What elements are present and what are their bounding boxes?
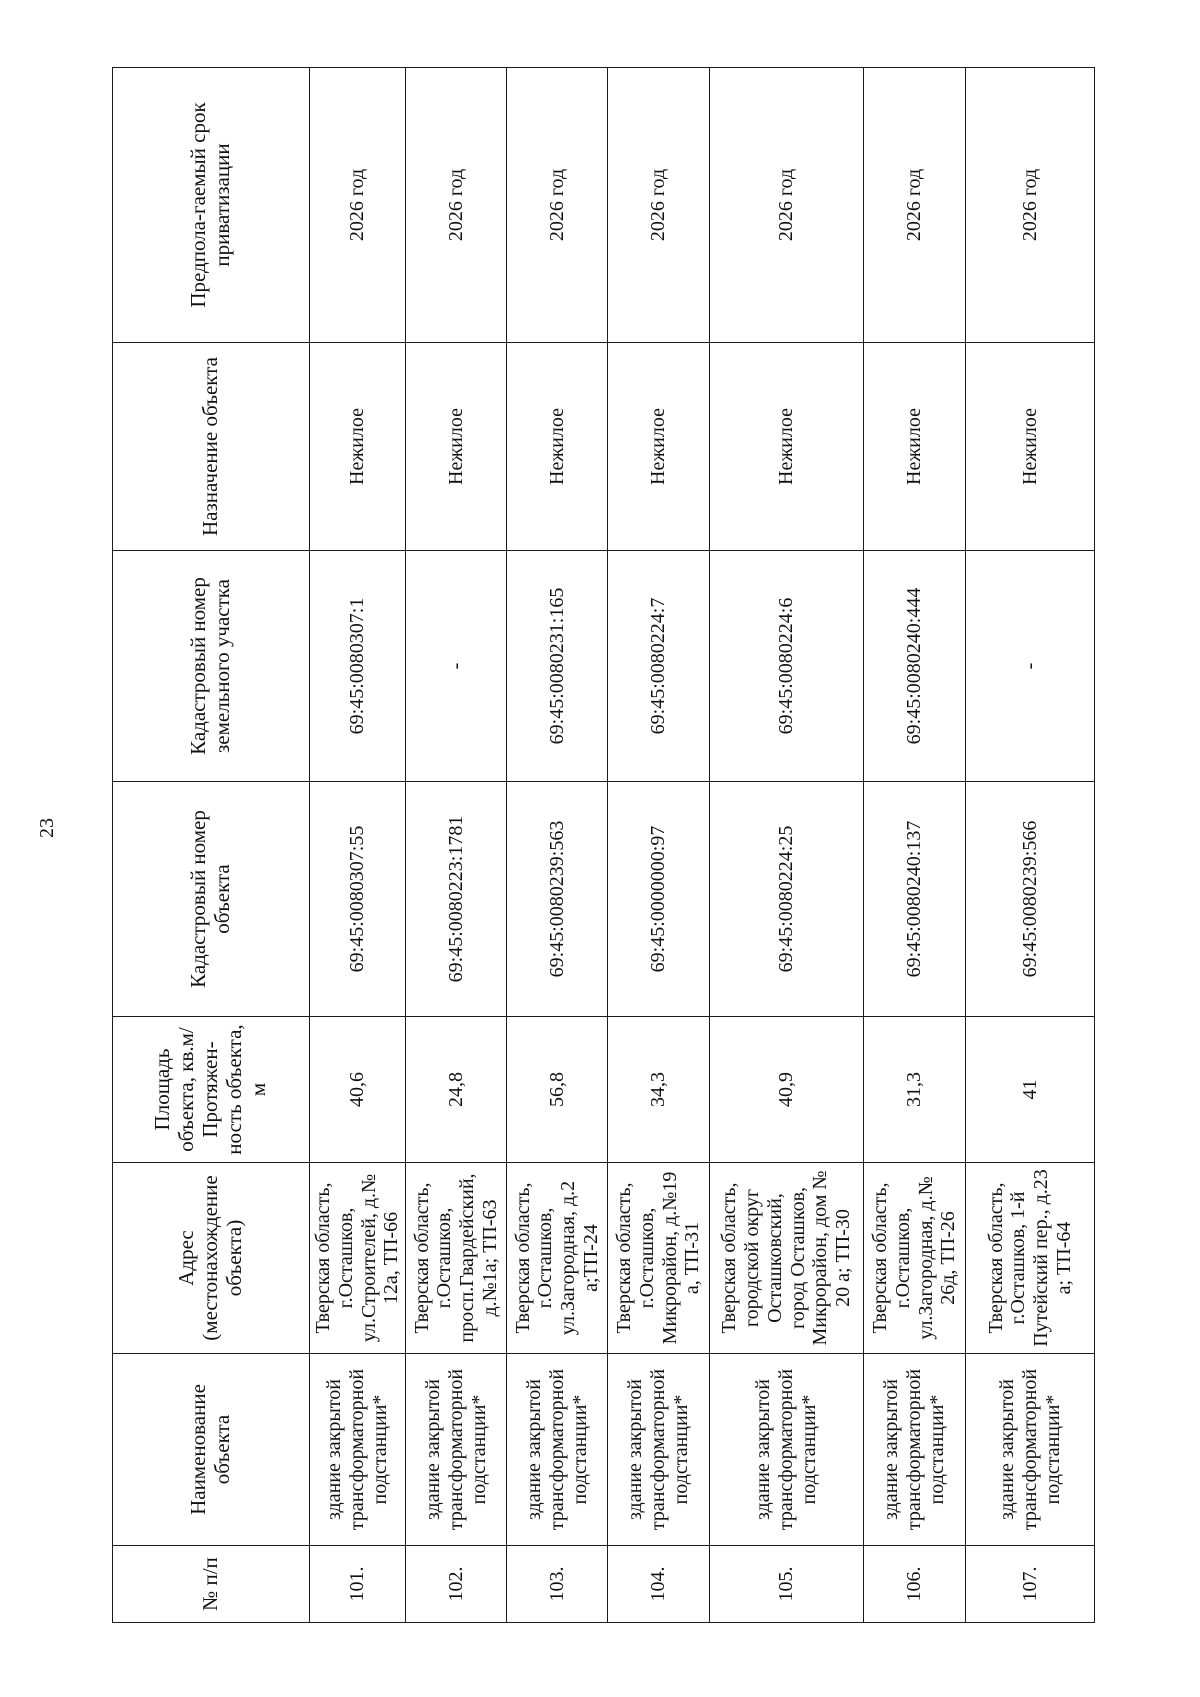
object-address: Тверская область, г.Осташков, просп.Гвардейский, д.№1а; ТП-63 xyxy=(406,1163,507,1354)
object-area: 24,8 xyxy=(406,1017,507,1163)
object-name: здание закрытой трансформаторной подстанции* xyxy=(864,1354,966,1546)
table-row xyxy=(966,68,1095,1623)
privatization-term: 2026 год xyxy=(507,68,608,343)
object-purpose: Нежилое xyxy=(608,343,710,551)
object-address: Тверская область, г.Осташков, Микрорайон, д.№19 а, ТП-31 xyxy=(608,1163,710,1354)
object-name: здание закрытой трансформаторной подстанции* xyxy=(608,1354,710,1546)
row-number: 104. xyxy=(608,1546,710,1623)
object-cadastral-number: 69:45:0080223:1781 xyxy=(406,782,507,1017)
object-area: 41 xyxy=(966,1017,1095,1163)
object-area: 40,6 xyxy=(310,1017,406,1163)
header-cadastral-number: Кадастровый номер объекта xyxy=(113,782,310,1017)
object-cadastral-number: 69:45:0080307:55 xyxy=(310,782,406,1017)
object-area: 31,3 xyxy=(864,1017,966,1163)
land-cadastral-number: 69:45:0080240:444 xyxy=(864,551,966,782)
table-row xyxy=(406,68,507,1623)
table-row xyxy=(507,68,608,1623)
row-number: 107. xyxy=(966,1546,1095,1623)
rotated-table-container xyxy=(112,68,1094,1623)
row-number: 102. xyxy=(406,1546,507,1623)
object-purpose: Нежилое xyxy=(864,343,966,551)
table-row xyxy=(710,68,864,1623)
land-cadastral-number: - xyxy=(966,551,1095,782)
object-cadastral-number: 69:45:0080240:137 xyxy=(864,782,966,1017)
property-registry-table xyxy=(112,67,1095,1623)
page-number: 23 xyxy=(36,818,58,838)
object-name: здание закрытой трансформаторной подстанции* xyxy=(710,1354,864,1546)
object-purpose: Нежилое xyxy=(710,343,864,551)
object-address: Тверская область, г.Осташков, 1-й Путейский пер., д.23 а; ТП-64 xyxy=(966,1163,1095,1354)
object-cadastral-number: 69:45:0080239:563 xyxy=(507,782,608,1017)
object-address: Тверская область, городской округ Осташковский, город Осташков, Микрорайон, дом № 20 а; ТП-30 xyxy=(710,1163,864,1354)
header-row xyxy=(113,68,310,1623)
table-row xyxy=(310,68,406,1623)
land-cadastral-number: 69:45:0080231:165 xyxy=(507,551,608,782)
table-row xyxy=(608,68,710,1623)
privatization-term: 2026 год xyxy=(406,68,507,343)
object-purpose: Нежилое xyxy=(310,343,406,551)
object-address: Тверская область, г.Осташков, ул.Загородная, д.№ 26д, ТП-26 xyxy=(864,1163,966,1354)
table-row xyxy=(864,68,966,1623)
object-name: здание закрытой трансформаторной подстанции* xyxy=(310,1354,406,1546)
header-land-cadastral-number: Кадастровый номер земельного участка xyxy=(113,551,310,782)
object-area: 56,8 xyxy=(507,1017,608,1163)
privatization-term: 2026 год xyxy=(864,68,966,343)
header-privatization-term: Предпола-гаемый срок приватизации xyxy=(113,68,310,343)
object-name: здание закрытой трансформаторной подстанции* xyxy=(406,1354,507,1546)
object-cadastral-number: 69:45:0000000:97 xyxy=(608,782,710,1017)
object-address: Тверская область, г.Осташков, ул.Строителей, д.№ 12а, ТП-66 xyxy=(310,1163,406,1354)
object-area: 34,3 xyxy=(608,1017,710,1163)
header-number: № п/п xyxy=(113,1546,310,1623)
object-cadastral-number: 69:45:0080239:566 xyxy=(966,782,1095,1017)
land-cadastral-number: - xyxy=(406,551,507,782)
privatization-term: 2026 год xyxy=(710,68,864,343)
row-number: 106. xyxy=(864,1546,966,1623)
header-address: Адрес (местонахождение объекта) xyxy=(113,1163,310,1354)
header-area: Площадь объекта, кв.м/ Протяжен-ность объекта, м xyxy=(113,1017,310,1163)
object-cadastral-number: 69:45:0080224:25 xyxy=(710,782,864,1017)
privatization-term: 2026 год xyxy=(966,68,1095,343)
privatization-term: 2026 год xyxy=(310,68,406,343)
object-area: 40,9 xyxy=(710,1017,864,1163)
object-name: здание закрытой трансформаторной подстанции* xyxy=(507,1354,608,1546)
header-name: Наименование объекта xyxy=(113,1354,310,1546)
row-number: 105. xyxy=(710,1546,864,1623)
land-cadastral-number: 69:45:0080224:7 xyxy=(608,551,710,782)
header-purpose: Назначение объекта xyxy=(113,343,310,551)
object-name: здание закрытой трансформаторной подстанции* xyxy=(966,1354,1095,1546)
object-address: Тверская область, г.Осташков, ул.Загородная, д.2 а;ТП-24 xyxy=(507,1163,608,1354)
object-purpose: Нежилое xyxy=(507,343,608,551)
row-number: 103. xyxy=(507,1546,608,1623)
land-cadastral-number: 69:45:0080224:6 xyxy=(710,551,864,782)
privatization-term: 2026 год xyxy=(608,68,710,343)
row-number: 101. xyxy=(310,1546,406,1623)
object-purpose: Нежилое xyxy=(966,343,1095,551)
land-cadastral-number: 69:45:0080307:1 xyxy=(310,551,406,782)
object-purpose: Нежилое xyxy=(406,343,507,551)
